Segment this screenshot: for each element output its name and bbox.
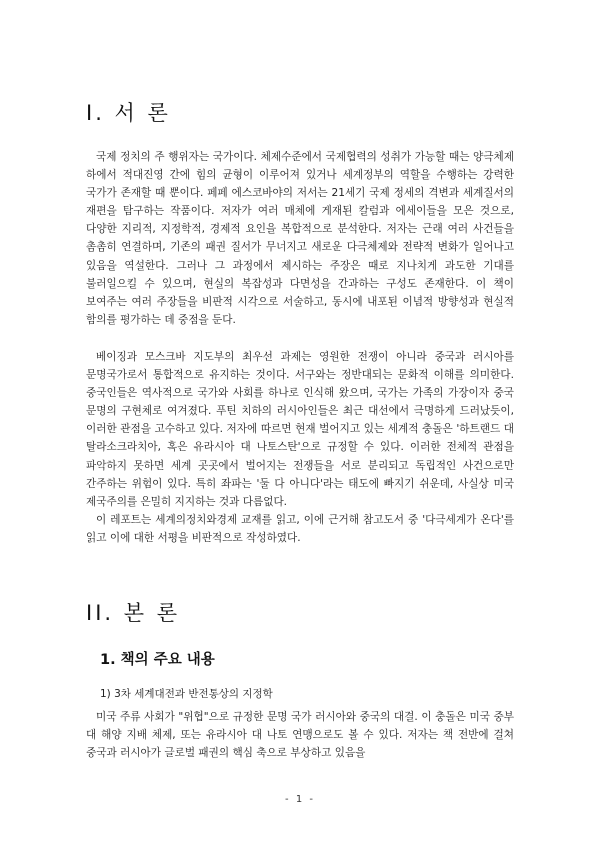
section-heading-introduction: I. 서 론 (86, 101, 171, 125)
subsubsection-heading: 1) 3차 세계대전과 반전통상의 지정학 (100, 688, 273, 700)
paragraph-intro-2: 베이징과 모스크바 지도부의 최우선 과제는 영원한 전쟁이 아니라 중국과 러시아를 문명국가로서 통합적으로 유지하는 것이다. 서구와는 정반대되는 문화적 이해를 의미한다. 중국인들은 역사적으로 국가와 사회를 하나로 인식해 왔으며, 국가는 가족의 가장이자 중국 문명의 구현체로 여겨졌다. 푸틴 치하의 러시아인들은 최근 대선에서 극명하게 드러났듯이, 이러한 관점을 고수하고 있다. 저자에 따르면 현재 벌어지고 있는 세계적 충돌은 '하트랜드 대 탈라소크라치아, 혹은 유라시아 대 나토스탄'으로 규정할 수 있다. 이러한 전체적 관점을 파악하지 못하면 세계 곳곳에서 벌어지는 전쟁들을 서로 분리되고 독립적인 사건으로만 간주하는 위험이 있다. 특히 좌파는 '둘 다 아니다'라는 태도에 빠지기 쉬운데, 사실상 미국 제국주의를 은밀히 지지하는 것과 다름없다. (86, 351, 514, 508)
subsection-heading: 1. 책의 주요 내용 (100, 652, 215, 668)
section-heading-body: II. 본 론 (86, 601, 180, 625)
paragraph-body-1: 미국 주류 사회가 "위협"으로 규정한 문명 국가 러시아와 중국의 대결. 이 충돌은 미국 중부 대 해양 지배 체제, 또는 유라시아 대 나토 연맹으로도 볼 수 있다. 저자는 책 전반에 걸쳐 중국과 러시아가 글로벌 패권의 핵심 축으로 부상하고 있음을 (86, 711, 514, 760)
paragraph-intro-3: 이 레포트는 세계의정치와경제 교재를 읽고, 이에 근거해 참고도서 중 '다극세계가 온다'를 읽고 이에 대한 서평을 비판적으로 작성하였다. (86, 514, 514, 545)
page-number: - 1 - (285, 794, 315, 805)
paragraph-intro-1: 국제 정치의 주 행위자는 국가이다. 체제수준에서 국제협력의 성취가 가능할 때는 양극체제 하에서 적대진영 간에 힘의 균형이 이루어져 있거나 세계정부의 역할을 수행하는 강력한 국가가 존재할 때 뿐이다. 페페 에스코바야의 저서는 21세기 국제 정세의 격변과 세계질서의 재편을 탐구하는 작품이다. 저자가 여러 매체에 게재된 칼럼과 에세이들을 모은 것으로, 다양한 지리적, 지정학적, 경제적 요인을 복합적으로 분석한다. 저자는 근래 여러 사건들을 촘촘히 연결하며, 기존의 패권 질서가 무너지고 새로운 다극체제와 전략적 변화가 일어나고 있음을 역설한다. 그러나 그 과정에서 제시하는 주장은 때로 지나치게 과도한 기대를 불러일으킬 수 있으며, 현실의 복잡성과 다면성을 간과하는 구성도 존재한다. 이 책이 보여주는 여러 주장들을 비판적 시각으로 서술하고, 동시에 내포된 이념적 방향성과 현실적 함의를 평가하는 데 중점을 둔다. (86, 151, 514, 326)
